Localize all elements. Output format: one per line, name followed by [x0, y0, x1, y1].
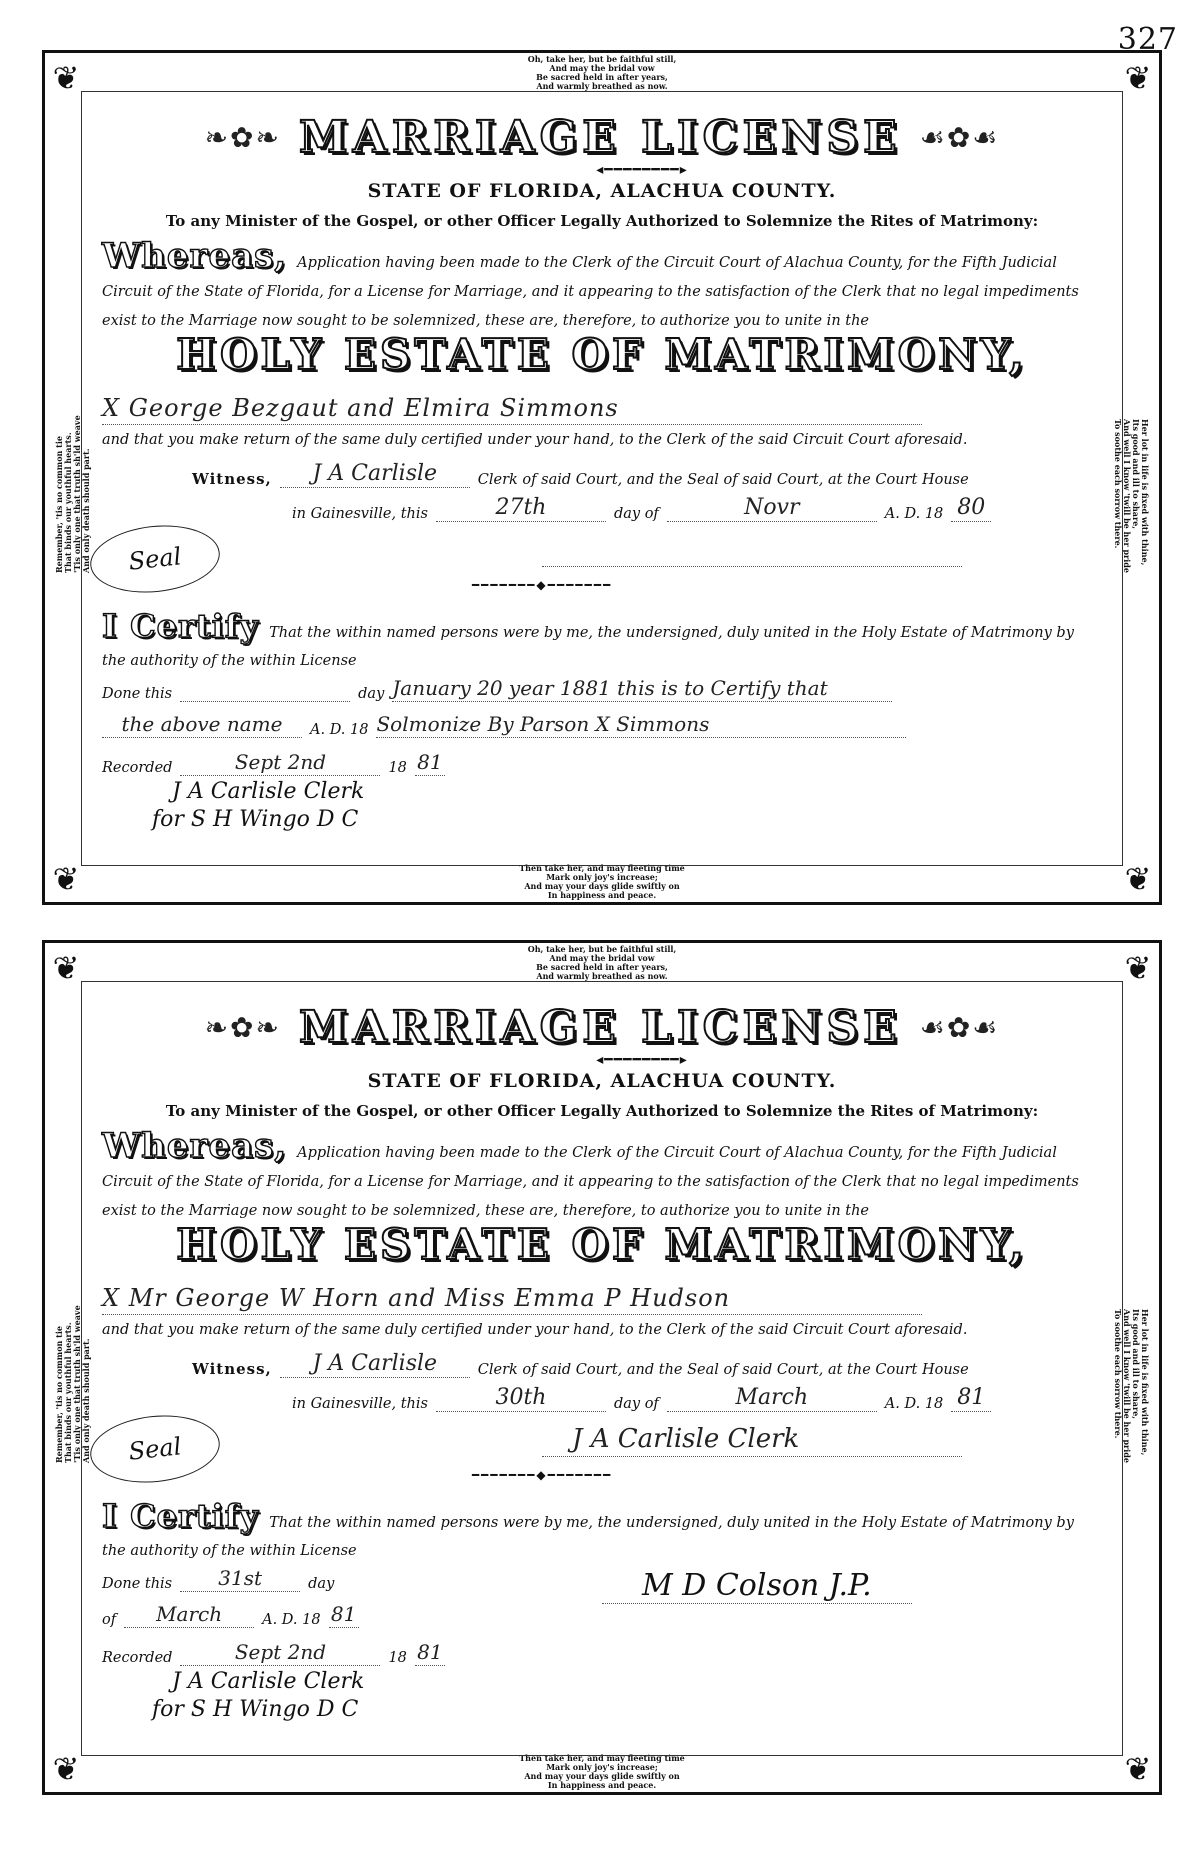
arrow-divider-icon: ◂━━━━━━━━▸	[596, 1052, 688, 1068]
recorded-year: 81	[415, 1639, 445, 1666]
state-county-heading: STATE OF FLORIDA, ALACHUA COUNTY.	[367, 1070, 837, 1092]
names-field	[102, 390, 922, 425]
recorded-clerk: J A Carlisle Clerk	[172, 1669, 365, 1694]
license-body	[81, 981, 1123, 1756]
title-row	[82, 1002, 1122, 1053]
day-value: 30th	[436, 1385, 606, 1412]
flourish-icon: ❧✿❧	[204, 1011, 281, 1044]
section-divider-icon: ━━━━━━━◆━━━━━━━	[471, 578, 613, 592]
verse-bottom: Then take her, and may fleeting time Mark only joy's increase; And may your days glide swiftly on In happiness and peace.	[519, 1753, 685, 1790]
in-gainesville-label: in Gainesville, this	[292, 1396, 428, 1412]
year-value: 81	[951, 1385, 991, 1412]
address-line: To any Minister of the Gospel, or other Officer Legally Authorized to Solemnize the Rites of Matrimony:	[165, 1102, 1039, 1120]
license-body	[81, 91, 1123, 866]
ornament-icon: ❦	[52, 860, 80, 898]
day-of-label: day of	[613, 1396, 659, 1412]
verse-left: Remember, 'tis no common tie That binds our youthful hearts. 'Tis only one that truth sh'ld weave And only death should part.	[54, 415, 91, 573]
seal-mark: Seal	[87, 1409, 223, 1488]
date-row	[292, 1382, 1102, 1412]
witness-text: Clerk of said Court, and the Seal of said Court, at the Court House	[477, 472, 969, 488]
month-value: March	[667, 1385, 877, 1412]
title-row	[82, 112, 1122, 163]
couple-names: X Mr George W Horn and Miss Emma P Hudson	[102, 1284, 731, 1312]
holy-estate-heading: HOLY ESTATE OF MATRIMONY,	[176, 1220, 1028, 1269]
done-ad-label: A. D. 18	[262, 1612, 321, 1628]
certify-text: That the within named persons were by me, the undersigned, duly united in the Holy Estate of Matrimony by the authority of the within License	[102, 1515, 1074, 1559]
witness-label: Witness,	[192, 470, 272, 488]
done-note: January 20 year 1881 this is to Certify that	[392, 675, 892, 702]
recorded-row	[102, 744, 1092, 776]
arrow-divider-icon: ◂━━━━━━━━▸	[596, 162, 688, 178]
year-value: 80	[951, 495, 991, 522]
holy-estate-heading: HOLY ESTATE OF MATRIMONY,	[176, 330, 1028, 379]
flourish-icon: ☙✿☙	[919, 121, 1000, 154]
verse-bottom: Then take her, and may fleeting time Mark only joy's increase; And may your days glide swiftly on In happiness and peace.	[519, 863, 685, 900]
names-field	[102, 1280, 922, 1315]
address-line: To any Minister of the Gospel, or other Officer Legally Authorized to Solemnize the Rites of Matrimony:	[165, 212, 1039, 230]
recorded-label: Recorded	[102, 760, 173, 776]
section-divider-icon: ━━━━━━━◆━━━━━━━	[471, 1468, 613, 1482]
seal-mark: Seal	[87, 519, 223, 598]
verse-right: Her lot in life is fixed with thine, Its good and ill to share, And well I know 'twill be her pride To soothe each sorrow there.	[1113, 1309, 1150, 1463]
witness-row	[192, 1348, 1102, 1378]
done-row	[102, 1560, 1092, 1592]
done-note-2: Solmonize By Parson X Simmons	[376, 711, 906, 738]
certify-word: I Certify	[102, 607, 260, 645]
done-day	[180, 701, 350, 702]
done-day: 31st	[180, 1565, 300, 1592]
return-instruction: and that you make return of the same duly certified under your hand, to the Clerk of the said Circuit Court aforesaid.	[102, 432, 968, 448]
verse-top: Oh, take her, but be faithful still, And may the bridal vow Be sacred held in after years, And warmly breathed as now.	[527, 54, 677, 91]
whereas-word: Whereas,	[102, 236, 288, 276]
clerk-signature-line	[542, 532, 962, 567]
witness-row	[192, 458, 1102, 488]
witness-name: J A Carlisle	[280, 461, 470, 488]
recorded-year: 81	[415, 749, 445, 776]
witness-text: Clerk of said Court, and the Seal of said Court, at the Court House	[477, 1362, 969, 1378]
whereas-text: Application having been made to the Clerk of the Circuit Court of Alachua County, for the Fifth Judicial Circuit of the State of Florida, for a License for Marriage, and it appearing to the satisfaction of the Clerk that no legal impediments exist to the Marriage now sought to be solemnized, these are, therefore, to authorize you to unite in the	[102, 1145, 1079, 1219]
month-value: Novr	[667, 495, 877, 522]
certify-text: That the within named persons were by me, the undersigned, duly united in the Holy Estate of Matrimony by the authority of the within License	[102, 625, 1074, 669]
done-row-2	[102, 1596, 1092, 1628]
done-this-label: Done this	[102, 1576, 173, 1592]
flourish-icon: ☙✿☙	[919, 1011, 1000, 1044]
clerk-signature: J A Carlisle Clerk	[572, 1424, 800, 1454]
done-month: the above name	[102, 711, 302, 738]
ornament-icon: ❦	[1124, 860, 1152, 898]
witness-label: Witness,	[192, 1360, 272, 1378]
whereas-paragraph	[102, 236, 1092, 336]
recorded-year-prefix: 18	[388, 760, 407, 776]
date-row	[292, 492, 1102, 522]
certify-paragraph	[102, 607, 1092, 675]
recorded-label: Recorded	[102, 1650, 173, 1666]
license-title: MARRIAGE LICENSE	[298, 1002, 902, 1053]
recorded-clerk: J A Carlisle Clerk	[172, 779, 365, 804]
recorded-deputy: for S H Wingo D C	[152, 807, 359, 832]
whereas-paragraph	[102, 1126, 1092, 1226]
day-value: 27th	[436, 495, 606, 522]
marriage-license-2	[42, 940, 1162, 1795]
page-number: 327	[1117, 22, 1178, 57]
ornament-icon: ❦	[1124, 949, 1152, 987]
whereas-text: Application having been made to the Clerk of the Circuit Court of Alachua County, for the Fifth Judicial Circuit of the State of Florida, for a License for Marriage, and it appearing to the satisfaction of the Clerk that no legal impediments exist to the Marriage now sought to be solemnized, these are, therefore, to authorize you to unite in the	[102, 255, 1079, 329]
return-instruction: and that you make return of the same duly certified under your hand, to the Clerk of the said Circuit Court aforesaid.	[102, 1322, 968, 1338]
ornament-icon: ❦	[52, 949, 80, 987]
certify-paragraph	[102, 1497, 1092, 1565]
verse-top: Oh, take her, but be faithful still, And may the bridal vow Be sacred held in after years, And warmly breathed as now.	[527, 944, 677, 981]
recorded-signatures	[152, 778, 365, 834]
ad-label: A. D. 18	[884, 1396, 944, 1412]
done-ad-label: A. D. 18	[310, 722, 369, 738]
license-title: MARRIAGE LICENSE	[298, 112, 902, 163]
done-row	[102, 670, 1092, 702]
couple-names: X George Bezgaut and Elmira Simmons	[102, 394, 619, 422]
ornament-icon: ❦	[1124, 59, 1152, 97]
ad-label: A. D. 18	[884, 506, 944, 522]
recorded-value: Sept 2nd	[180, 749, 380, 776]
done-day-label: day	[358, 686, 385, 702]
done-month: March	[124, 1601, 254, 1628]
in-gainesville-label: in Gainesville, this	[292, 506, 428, 522]
verse-left: Remember, 'tis no common tie That binds our youthful hearts. 'Tis only one that truth sh'ld weave And only death should part.	[54, 1305, 91, 1463]
recorded-value: Sept 2nd	[180, 1639, 380, 1666]
done-year: 81	[329, 1601, 359, 1628]
ornament-icon: ❦	[52, 59, 80, 97]
verse-right: Her lot in life is fixed with thine, Its good and ill to share, And well I know 'twill be her pride To soothe each sorrow there.	[1113, 419, 1150, 573]
officiant-signature: M D Colson J.P.	[602, 1568, 912, 1604]
flourish-icon: ❧✿❧	[204, 121, 281, 154]
done-row-2	[102, 706, 1092, 738]
whereas-word: Whereas,	[102, 1126, 288, 1166]
recorded-year-prefix: 18	[388, 1650, 407, 1666]
done-day-label: day	[308, 1576, 335, 1592]
marriage-license-1	[42, 50, 1162, 905]
recorded-signatures	[152, 1668, 365, 1724]
done-of-label: of	[102, 1612, 117, 1628]
done-this-label: Done this	[102, 686, 173, 702]
ornament-icon: ❦	[52, 1750, 80, 1788]
clerk-signature-line	[542, 1422, 962, 1457]
recorded-deputy: for S H Wingo D C	[152, 1697, 359, 1722]
ornament-icon: ❦	[1124, 1750, 1152, 1788]
state-county-heading: STATE OF FLORIDA, ALACHUA COUNTY.	[367, 180, 837, 202]
day-of-label: day of	[613, 506, 659, 522]
recorded-row	[102, 1634, 1092, 1666]
certify-word: I Certify	[102, 1497, 260, 1535]
witness-name: J A Carlisle	[280, 1351, 470, 1378]
